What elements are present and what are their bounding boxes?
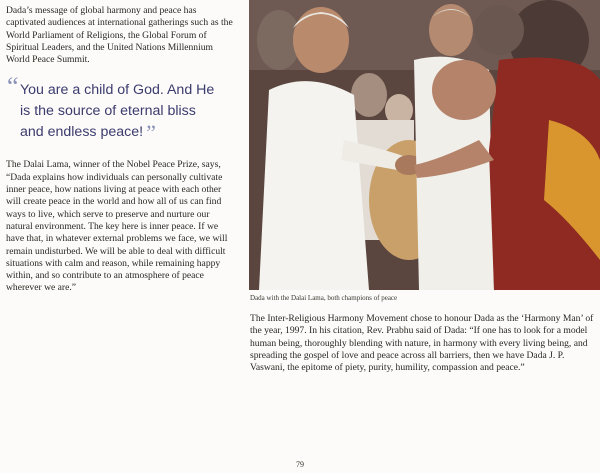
open-quote-mark: “ xyxy=(7,72,19,102)
photo-illustration xyxy=(249,0,600,290)
pull-quote-text: You are a child of God. And He is the source of eternal bliss and endless peace! xyxy=(20,82,215,141)
photo-caption: Dada with the Dalai Lama, both champions of peace xyxy=(250,294,398,302)
pull-quote xyxy=(7,72,220,146)
left-column xyxy=(6,5,238,295)
intro-paragraph: Dada’s message of global harmony and peace has captivated audiences at international gatherings such as the World Parliament of Religions, the Global Forum of Spiritual Leaders, and the United Nations Millennium World Peace Summit. xyxy=(6,5,233,66)
dalai-lama-paragraph: The Dalai Lama, winner of the Nobel Peace Prize, says, “Dada explains how individuals can personally cultivate inner peace, how nations living at peace with each other will create peace in the world and how all of us can find ways to live, which serve to preserve and nurture our natural environment. The key here is inner peace. If we have that, in whatever external problems we face, we will remain undisturbed. We will be able to deal with difficult situations with calm and reason, while remaining happy within, and so contribute to an atmosphere of peace wherever we are.” xyxy=(6,159,228,294)
photo-dada-with-dalai-lama xyxy=(249,0,600,290)
page-number: 79 xyxy=(296,460,304,469)
harmony-man-paragraph: The Inter-Religious Harmony Movement chose to honour Dada as the ‘Harmony Man’ of the year, 1997. In his citation, Rev. Prabhu said of Dada: “If one has to look for a model human being, thoroughly blending with nature, in harmony with every living being, and spreading the gospel of love and peace across all barriers, then we have Dada J. P. Vaswani, the epitome of piety, purity, humility, compassion and peace.” xyxy=(250,313,594,374)
close-quote-mark: ” xyxy=(146,120,156,146)
